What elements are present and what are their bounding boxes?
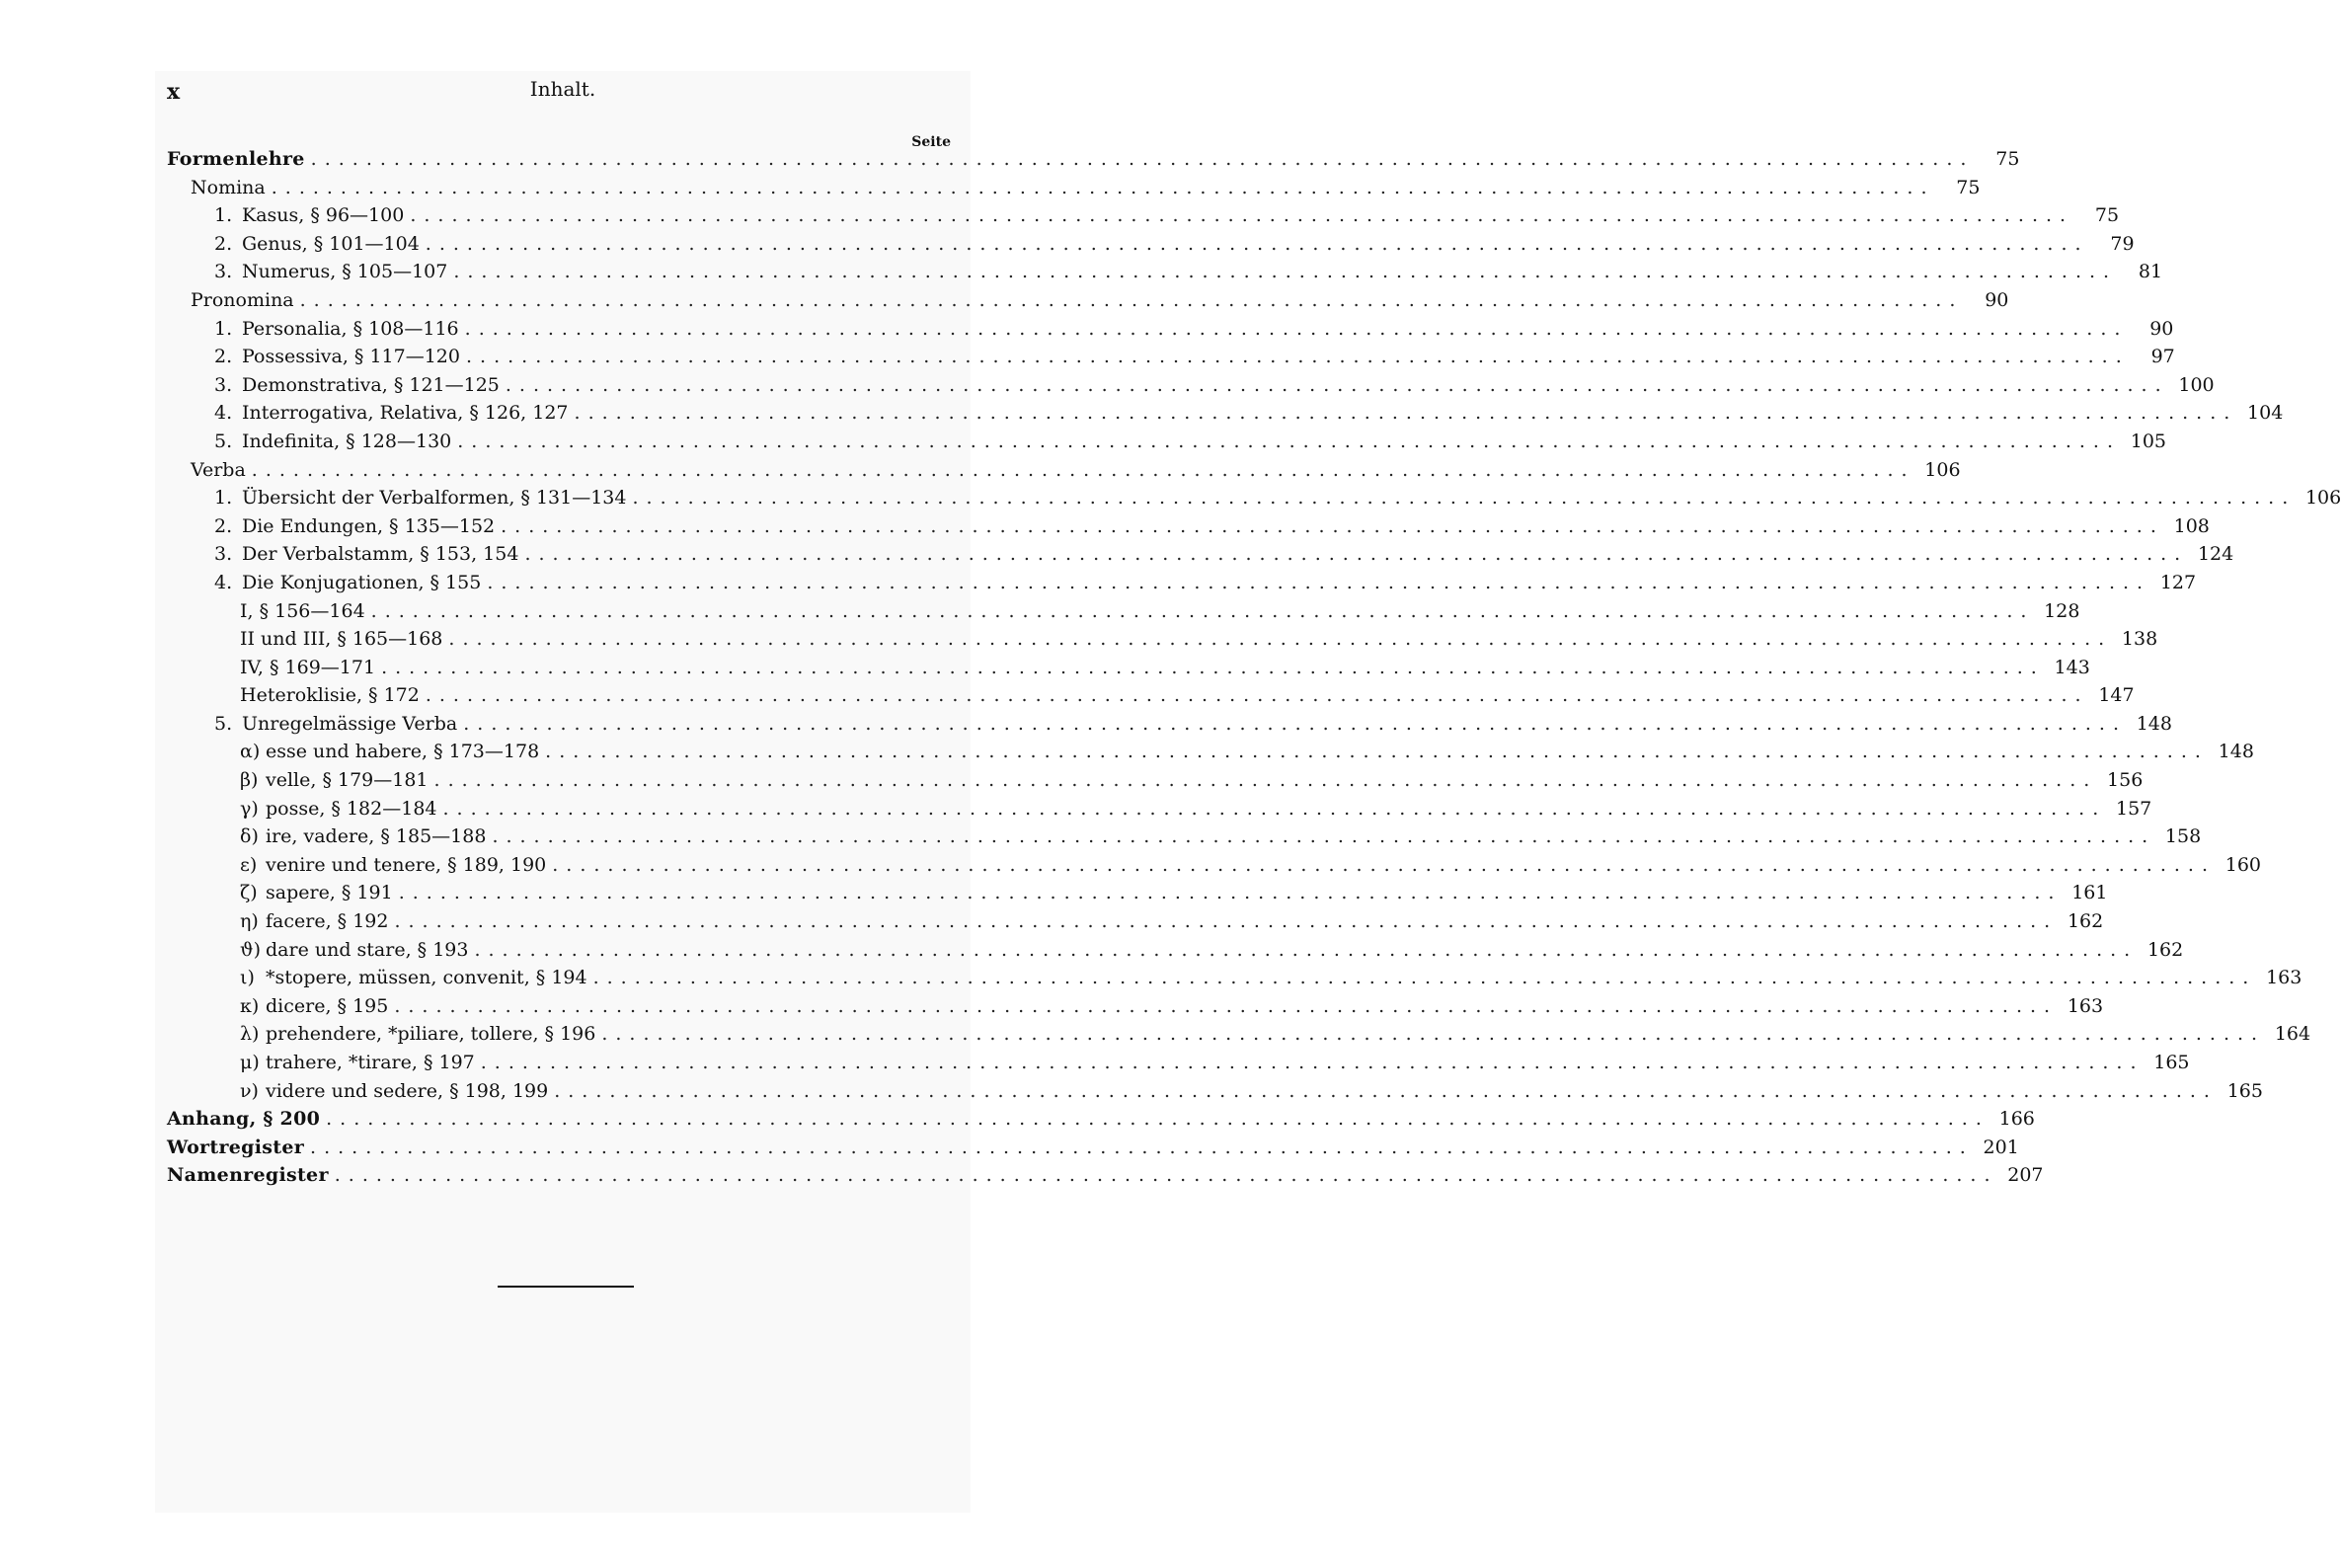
toc-entry: [167, 288, 2009, 318]
dot-leader: ........................................................................................................................: [398, 882, 2063, 904]
dot-leader: ........................................................................................................................: [492, 825, 2156, 848]
dot-leader: ........................................................................................................................: [251, 458, 1915, 481]
toc-entry-number: 1.: [214, 487, 233, 510]
toc-entry-title: Die Endungen, § 135—152: [242, 514, 496, 537]
toc-page-number: 108: [2173, 514, 2210, 537]
toc-entry-label: [191, 459, 246, 481]
dot-leader: ........................................................................................................................: [334, 1164, 1998, 1187]
toc-entry-title: Nomina: [191, 176, 266, 198]
toc-entry-number: 5.: [214, 430, 233, 452]
toc-entry-number: 4.: [214, 402, 233, 425]
toc-entry-label: [214, 261, 447, 282]
toc-entry: [167, 1023, 2311, 1052]
dot-leader: ........................................................................................................................: [474, 938, 2139, 961]
dot-leader: ........................................................................................................................: [453, 261, 2118, 283]
toc-entry-title: Interrogativa, Relativa, § 126, 127: [242, 402, 569, 425]
toc-page-number: 97: [2150, 346, 2175, 368]
page-folio: x: [167, 79, 181, 105]
toc-entry: [167, 684, 2135, 713]
dot-leader: ........................................................................................................................: [545, 741, 2209, 763]
toc-page-number: 160: [2224, 853, 2261, 876]
toc-page-number: 163: [2067, 994, 2104, 1017]
toc-entry-label: [240, 995, 388, 1017]
toc-entry-title: II und III, § 165—168: [240, 628, 443, 651]
dot-leader: ........................................................................................................................: [310, 1136, 1974, 1158]
toc-entry-title: velle, § 179—181: [266, 769, 429, 792]
toc-entry-label: [240, 882, 393, 903]
toc-entry: [167, 571, 2197, 600]
toc-entry: [167, 882, 2108, 910]
dot-leader: ........................................................................................................................: [466, 346, 2130, 368]
toc-entry: [167, 346, 2175, 374]
toc-entry-title: trahere, *tirare, § 197: [266, 1052, 475, 1073]
toc-entry-label: [167, 1108, 320, 1130]
toc-entry: [167, 430, 2166, 459]
toc-entry: [167, 994, 2104, 1024]
toc-entry-label: [240, 798, 437, 820]
toc-entry-label: [240, 684, 420, 706]
toc-entry-title: Possessiva, § 117—120: [242, 346, 460, 368]
toc-entry-label: [240, 1023, 595, 1045]
toc-page-number: 100: [2178, 373, 2215, 396]
toc-entry-number: κ): [240, 994, 260, 1017]
toc-page-number: 162: [2146, 938, 2184, 961]
book-page: [155, 71, 2341, 1513]
toc-entry-label: [240, 657, 375, 678]
toc-entry-number: ϑ): [240, 938, 261, 961]
toc-entry: [167, 373, 2215, 403]
toc-page-number: 106: [1924, 458, 1961, 481]
toc-entry-number: 3.: [214, 373, 233, 396]
toc-entry-number: α): [240, 741, 261, 763]
toc-entry: [167, 853, 2261, 883]
toc-entry-label: [240, 939, 468, 961]
toc-entry-title: Namenregister: [167, 1164, 329, 1187]
toc-entry: [167, 938, 2184, 968]
toc-entry: [167, 910, 2104, 939]
toc-entry: [167, 148, 2020, 177]
toc-entry-title: Personalia, § 108—116: [242, 317, 459, 340]
toc-entry-label: [214, 713, 457, 735]
toc-page-number: 163: [2266, 967, 2302, 989]
toc-entry-number: δ): [240, 825, 259, 848]
toc-entry-label: [240, 1080, 548, 1102]
toc-entry-title: sapere, § 191: [266, 882, 393, 904]
toc-entry-label: [214, 515, 495, 537]
dot-leader: ........................................................................................................................: [554, 1079, 2218, 1102]
dot-leader: ........................................................................................................................: [425, 232, 2089, 255]
dot-leader: ........................................................................................................................: [394, 910, 2059, 933]
toc-entry-title: ire, vadere, § 185—188: [266, 825, 487, 848]
dot-leader: ........................................................................................................................: [433, 769, 2098, 792]
toc-entry-title: dicere, § 195: [266, 994, 389, 1017]
toc-entry-label: [240, 854, 546, 876]
toc-entry-number: γ): [240, 797, 259, 820]
toc-entry-label: [191, 289, 294, 311]
toc-entry-label: [240, 825, 486, 847]
toc-entry-label: [214, 572, 481, 593]
toc-entry-number: 3.: [214, 543, 233, 566]
toc-page-number: 147: [2098, 684, 2135, 707]
dot-leader: ........................................................................................................................: [448, 628, 2113, 651]
toc-entry-number: 4.: [214, 571, 233, 593]
toc-entry-label: [214, 233, 420, 255]
toc-entry-label: [214, 374, 500, 396]
toc-entry-title: Verba: [191, 458, 246, 481]
page-title: Inhalt.: [529, 77, 596, 101]
toc-entry-title: Indefinita, § 128—130: [242, 430, 452, 452]
dot-leader: ........................................................................................................................: [524, 543, 2189, 566]
toc-page-number: 164: [2274, 1023, 2311, 1046]
toc-entry-title: Numerus, § 105—107: [242, 261, 448, 283]
dot-leader: ........................................................................................................................: [632, 487, 2297, 510]
toc-page-number: 106: [2304, 487, 2341, 510]
dot-leader: ........................................................................................................................: [552, 853, 2216, 876]
toc-entry-label: [167, 1164, 329, 1186]
toc-entry: [167, 797, 2152, 826]
toc-entry-label: [167, 148, 305, 170]
toc-entry: [167, 402, 2284, 431]
toc-entry-label: [240, 600, 365, 622]
toc-entry-title: Wortregister: [167, 1136, 305, 1158]
dot-leader: ........................................................................................................................: [457, 430, 2121, 452]
toc-entry: [167, 1052, 2190, 1080]
running-head: [155, 71, 971, 111]
toc-page-number: 90: [2149, 317, 2174, 340]
toc-page-number: 161: [2071, 882, 2108, 904]
toc-page-number: 201: [1983, 1136, 2019, 1158]
toc-entry-number: ε): [240, 853, 258, 876]
toc-entry-label: [214, 318, 459, 340]
toc-entry-label: [167, 1137, 304, 1158]
dot-leader: ........................................................................................................................: [271, 176, 1935, 198]
toc-entry: [167, 628, 2158, 657]
toc-page-number: 156: [2107, 769, 2144, 792]
dot-leader: ........................................................................................................................: [464, 317, 2129, 340]
dot-leader: ........................................................................................................................: [601, 1023, 2266, 1046]
toc-entry-number: β): [240, 769, 259, 792]
toc-page-number: 162: [2067, 910, 2104, 933]
toc-entry-label: [240, 628, 442, 650]
toc-entry: [167, 769, 2144, 798]
dot-leader: ........................................................................................................................: [410, 204, 2074, 227]
toc-entry-label: [214, 346, 460, 367]
toc-entry-title: Formenlehre: [167, 148, 305, 170]
dot-leader: ........................................................................................................................: [574, 402, 2238, 425]
toc-page-number: 148: [2136, 712, 2172, 735]
toc-entry: [167, 261, 2163, 289]
toc-page-number: 148: [2218, 741, 2254, 763]
toc-entry-title: dare und stare, § 193: [266, 938, 469, 961]
toc-entry-number: 3.: [214, 261, 233, 283]
toc-page-number: 75: [1995, 148, 2020, 170]
dot-leader: ........................................................................................................................: [442, 797, 2107, 820]
toc-page-number: 138: [2121, 628, 2158, 651]
toc-entry-label: [240, 769, 429, 791]
dot-leader: ........................................................................................................................: [370, 599, 2035, 622]
toc-entry-title: Demonstrativa, § 121—125: [242, 373, 500, 396]
toc-entry-title: Der Verbalstamm, § 153, 154: [242, 543, 519, 566]
toc-entry: [167, 176, 1981, 205]
toc-entry-title: I, § 156—164: [240, 599, 365, 622]
toc-entry: [167, 1108, 2035, 1137]
dot-leader: ........................................................................................................................: [310, 148, 1975, 170]
toc-entry: [167, 458, 1961, 488]
toc-entry-label: [214, 402, 569, 424]
toc-entry-title: posse, § 182—184: [266, 797, 437, 820]
toc-entry-number: 1.: [214, 317, 233, 340]
toc-entry-title: Übersicht der Verbalformen, § 131—134: [242, 487, 627, 510]
toc-page-number: 81: [2138, 261, 2163, 283]
toc-entry: [167, 204, 2120, 233]
toc-entry-title: IV, § 169—171: [240, 656, 376, 678]
toc-entry-number: ι): [240, 967, 255, 989]
toc-entry-title: Unregelmässige Verba: [242, 712, 458, 735]
toc-page-number: 158: [2164, 825, 2202, 848]
toc-entry: [167, 543, 2234, 572]
toc-entry-label: [191, 177, 266, 198]
toc-entry-title: videre und sedere, § 198, 199: [266, 1079, 549, 1102]
toc-entry-title: facere, § 192: [266, 910, 389, 933]
toc-entry-number: 1.: [214, 204, 233, 227]
toc-entry: [167, 599, 2080, 629]
toc-page-number: 128: [2044, 599, 2080, 622]
toc-entry: [167, 825, 2202, 854]
toc-entry-number: 2.: [214, 232, 233, 255]
toc-page-number: 90: [1985, 288, 2009, 311]
toc-entry-title: esse und habere, § 173—178: [266, 741, 540, 763]
toc-entry-label: [214, 204, 404, 226]
toc-entry: [167, 1079, 2263, 1109]
toc-entry-number: ζ): [240, 882, 258, 904]
toc-entry-label: [240, 910, 388, 932]
toc-page-number: 157: [2115, 797, 2152, 820]
dot-leader: ........................................................................................................................: [299, 288, 1964, 311]
toc-page-number: 105: [2130, 430, 2166, 452]
dot-leader: ........................................................................................................................: [592, 967, 2257, 989]
dot-leader: ........................................................................................................................: [394, 994, 2059, 1017]
toc-page-number: 143: [2054, 656, 2090, 678]
dot-leader: ........................................................................................................................: [487, 571, 2151, 593]
toc-entry: [167, 741, 2254, 769]
toc-page-number: 79: [2110, 232, 2135, 255]
dot-leader: ........................................................................................................................: [425, 684, 2089, 707]
toc-entry-number: η): [240, 910, 259, 933]
toc-entry-title: venire und tenere, § 189, 190: [266, 853, 547, 876]
toc-entry-label: [214, 431, 451, 452]
toc-entry: [167, 232, 2135, 262]
toc-page-number: 124: [2197, 543, 2234, 566]
dot-leader: ........................................................................................................................: [505, 373, 2169, 396]
dot-leader: ........................................................................................................................: [326, 1108, 1990, 1131]
toc-entry-title: Pronomina: [191, 288, 294, 311]
toc-entry-title: Kasus, § 96—100: [242, 204, 405, 227]
toc-page-number: 104: [2247, 402, 2284, 425]
dot-leader: ........................................................................................................................: [463, 712, 2127, 735]
toc-entry: [167, 1164, 2044, 1193]
toc-entry-title: Anhang, § 200: [167, 1108, 321, 1131]
dot-leader: ........................................................................................................................: [381, 656, 2045, 678]
toc-entry: [167, 656, 2090, 685]
toc-entry-number: λ): [240, 1023, 260, 1046]
toc-entry: [167, 317, 2174, 347]
toc-entry-title: Genus, § 101—104: [242, 232, 420, 255]
table-of-contents: [167, 148, 2341, 1193]
toc-entry-label: [240, 967, 587, 988]
toc-entry-label: [240, 1052, 475, 1073]
toc-page-number: 207: [2007, 1164, 2044, 1187]
toc-entry-title: Heteroklisie, § 172: [240, 684, 420, 707]
closing-rule: [498, 1286, 634, 1288]
toc-page-number: 127: [2159, 571, 2197, 593]
dot-leader: ........................................................................................................................: [501, 514, 2164, 537]
toc-page-number: 75: [2094, 204, 2120, 227]
toc-page-number: 165: [2153, 1052, 2190, 1073]
toc-entry-label: [240, 741, 539, 762]
toc-entry: [167, 712, 2172, 742]
toc-entry-number: 5.: [214, 712, 233, 735]
toc-entry-number: μ): [240, 1052, 260, 1073]
toc-entry-number: 2.: [214, 514, 233, 537]
toc-entry: [167, 514, 2210, 544]
dot-leader: ........................................................................................................................: [480, 1052, 2145, 1073]
toc-entry-label: [214, 543, 518, 565]
toc-entry: [167, 487, 2341, 515]
toc-entry: [167, 967, 2302, 995]
toc-entry-title: Die Konjugationen, § 155: [242, 571, 482, 593]
toc-entry-title: prehendere, *piliare, tollere, § 196: [266, 1023, 596, 1046]
toc-entry-label: [214, 487, 626, 509]
seite-column-label: Seite: [911, 134, 951, 150]
toc-entry-number: ν): [240, 1079, 259, 1102]
toc-page-number: 75: [1956, 176, 1981, 198]
toc-entry-number: 2.: [214, 346, 233, 368]
toc-page-number: 166: [1998, 1108, 2035, 1131]
toc-entry-title: *stopere, müssen, convenit, § 194: [266, 967, 587, 989]
toc-entry: [167, 1136, 2019, 1165]
toc-page-number: 165: [2226, 1079, 2263, 1102]
